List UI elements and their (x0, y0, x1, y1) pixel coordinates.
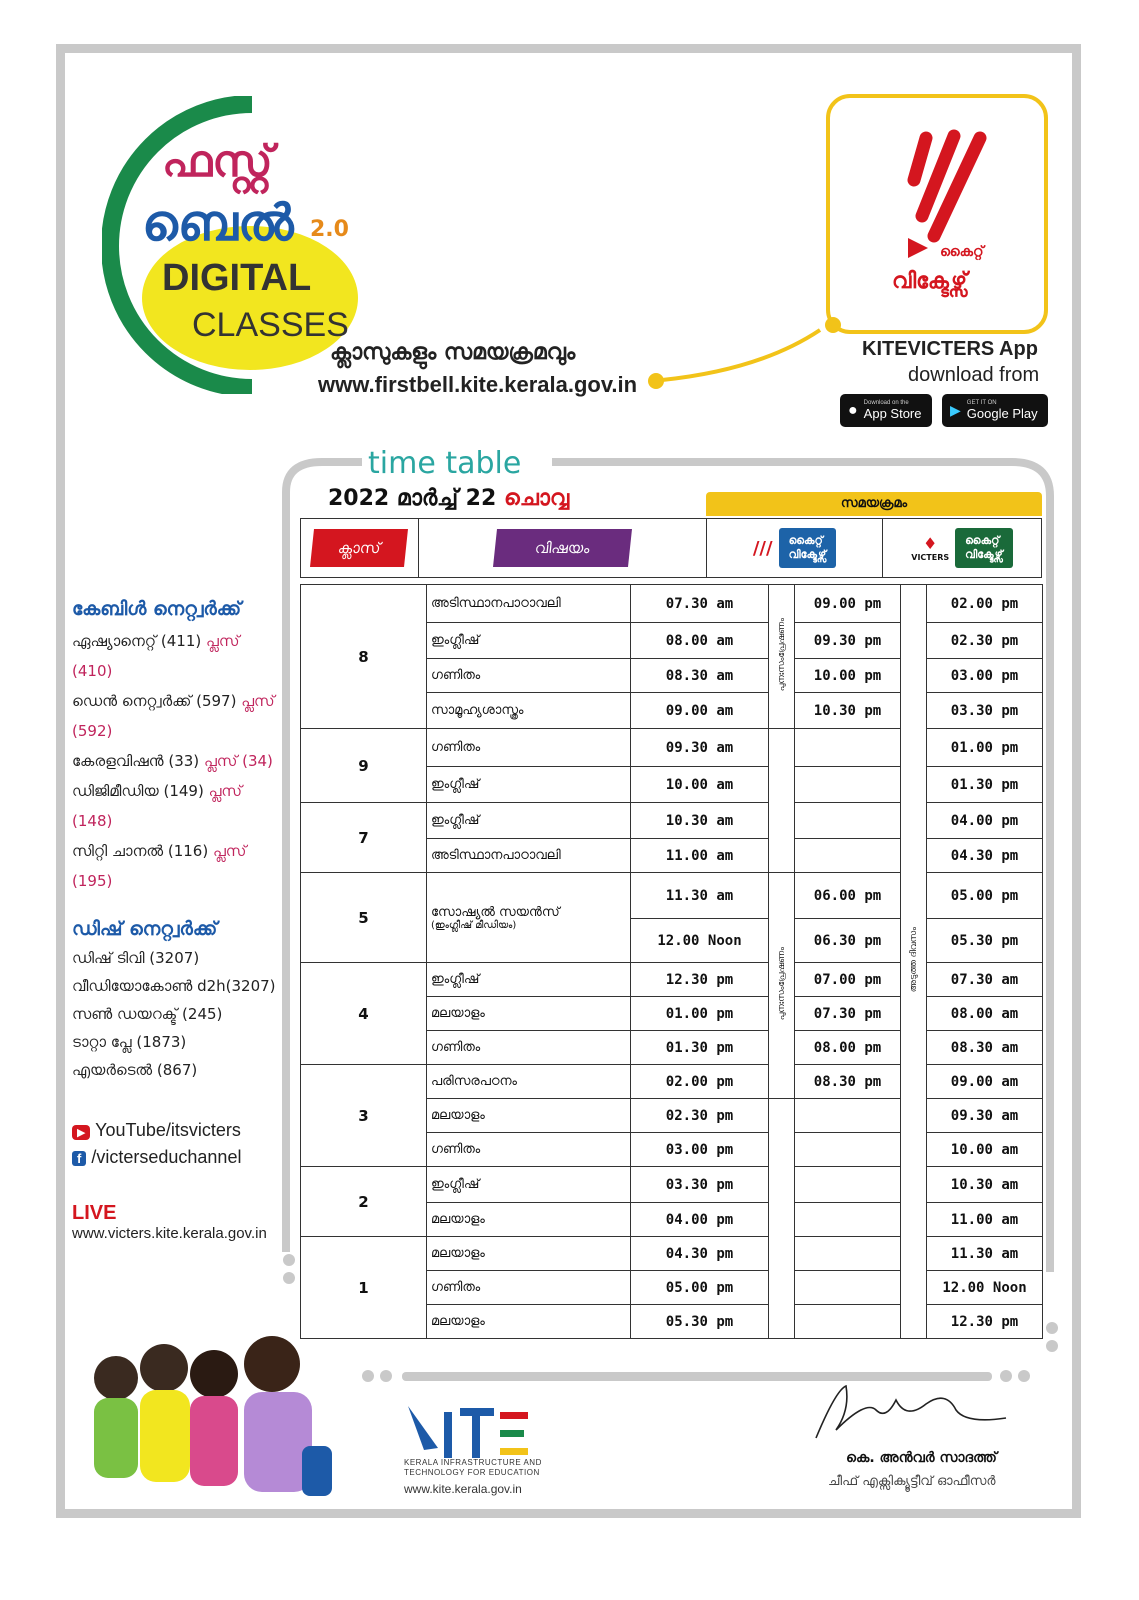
subject-cell: മലയാളം (427, 1203, 631, 1237)
table-row (301, 873, 1043, 919)
time-primary: 12.30 pm (631, 963, 769, 997)
google-play-small: GET IT ON (966, 400, 997, 406)
channel-name: കേരളവിഷൻ (33) (72, 752, 200, 770)
next-day-cell (901, 585, 927, 1339)
channel1-line1: കൈറ്റ് (788, 534, 823, 547)
channel2-line1: കൈറ്റ് (965, 534, 1000, 547)
class-cell: 8 (301, 585, 427, 729)
facebook-link[interactable] (72, 1147, 282, 1168)
class-cell: 7 (301, 803, 427, 873)
tagline: ക്ലാസുകളും സമയക്രമവും (330, 340, 576, 365)
dish-heading: ഡിഷ് നെറ്റ്വർക്ക് (72, 918, 218, 940)
subject-header: വിഷയം (493, 529, 632, 567)
cable-channel-item (72, 836, 282, 896)
rebroadcast-label: പുനഃസംപ്രേഷണം (776, 947, 787, 1021)
class-cell: 5 (301, 873, 427, 963)
class-cell: 3 (301, 1065, 427, 1167)
time-rebroadcast (795, 1099, 901, 1133)
date-day: ചൊവ്വ (503, 486, 570, 511)
dish-channel-item: എയർടെൽ (867) (72, 1061, 198, 1079)
app-title: KITEVICTERS App (862, 338, 1038, 360)
time-plus: 09.30 am (927, 1099, 1043, 1133)
youtube-link[interactable] (72, 1120, 282, 1141)
time-rebroadcast (795, 1203, 901, 1237)
logo-line1: ഫസ്റ്റ് (162, 136, 273, 187)
deco-dot (283, 1254, 295, 1266)
channel2-logo (955, 528, 1013, 568)
channel-name: ഏഷ്യാനെറ്റ് (411) (72, 632, 202, 650)
channel-name: ഡിജിമീഡിയ (149) (72, 782, 204, 800)
table-row (301, 1065, 1043, 1099)
subject-cell: ഗണിതം (427, 1031, 631, 1065)
class-header: ക്ലാസ് (310, 529, 408, 567)
time-plus: 08.30 am (927, 1031, 1043, 1065)
cable-heading: കേബിൾ നെറ്റ്വർക്ക് (72, 598, 242, 620)
kite-brand-line2: വിക്ടേഴ്സ് (892, 269, 968, 294)
apple-icon: ● (848, 401, 858, 419)
time-plus: 11.00 am (927, 1203, 1043, 1237)
time-primary: 09.30 am (631, 729, 769, 767)
time-plus: 04.30 pm (927, 839, 1043, 873)
sidebar (72, 598, 282, 1242)
live-url: www.victers.kite.kerala.gov.in (72, 1225, 267, 1242)
channel2-line2: വിക്ടേഴ്സ് (965, 548, 1003, 561)
channel-plus: പ്ലസ് (34) (203, 752, 273, 770)
dish-channel-item: ഡിഷ് ടിവി (3207) (72, 949, 200, 967)
subject-cell: മലയാളം (427, 1237, 631, 1271)
subject-cell: സാമൂഹ്യശാസ്ത്രം (427, 693, 631, 729)
table-row (301, 1167, 1043, 1203)
google-play-button[interactable] (942, 394, 1048, 427)
time-plus: 05.30 pm (927, 919, 1043, 963)
time-rebroadcast (795, 839, 901, 873)
time-rebroadcast: 06.00 pm (795, 873, 901, 919)
live-block[interactable] (72, 1202, 282, 1242)
time-plus: 12.30 pm (927, 1305, 1043, 1339)
subject-cell: മലയാളം (427, 997, 631, 1031)
rebroadcast-cell (769, 1099, 795, 1339)
channel-plus: പ്ലസ് (592) (72, 692, 275, 740)
app-store-label: App Store (863, 406, 922, 421)
channel-name: ഡെൻ നെറ്റ്വർക്ക് (597) (72, 692, 237, 710)
kite-url[interactable]: www.kite.kerala.gov.in (404, 1482, 522, 1496)
subject-label: സോഷ്യൽ സയൻസ് (431, 904, 560, 920)
kite-full-line1: KERALA INFRASTRUCTURE AND (404, 1458, 542, 1467)
time-plus: 08.00 am (927, 997, 1043, 1031)
kite-full-name (404, 1458, 542, 1478)
subject-cell: ഗണിതം (427, 659, 631, 693)
time-rebroadcast (795, 1133, 901, 1167)
time-primary: 12.00 Noon (631, 919, 769, 963)
subject-cell: മലയാളം (427, 1305, 631, 1339)
timetable-title: time table (368, 446, 522, 481)
subject-header-cell (419, 519, 707, 577)
children-illustration (86, 1326, 348, 1502)
time-primary: 07.30 am (631, 585, 769, 623)
channel-plus: പ്ലസ് (410) (72, 632, 240, 680)
time-rebroadcast: 09.00 pm (795, 585, 901, 623)
firstbell-url[interactable]: www.firstbell.kite.kerala.gov.in (318, 372, 638, 397)
subject-cell: ഗണിതം (427, 1133, 631, 1167)
subject-cell: ഇംഗ്ലീഷ് (427, 803, 631, 839)
time-primary: 02.00 pm (631, 1065, 769, 1099)
channel1-logo (779, 528, 837, 568)
google-play-label: Google Play (966, 406, 1038, 421)
time-plus: 07.30 am (927, 963, 1043, 997)
time-plus: 01.00 pm (927, 729, 1043, 767)
deco-dot (1046, 1340, 1058, 1352)
subject-cell: പരിസരപഠനം (427, 1065, 631, 1099)
deco-dot (380, 1370, 392, 1382)
subject-cell: മലയാളം (427, 1099, 631, 1133)
time-rebroadcast (795, 767, 901, 803)
app-store-small: Download on the (863, 400, 909, 406)
channel1-line2: വിക്ടേഴ്സ് (788, 548, 827, 561)
subject-cell: അടിസ്ഥാനപാഠാവലി (427, 585, 631, 623)
table-row (301, 1237, 1043, 1271)
subject-cell (427, 873, 631, 963)
timetable-date (328, 486, 569, 511)
time-plus: 05.00 pm (927, 873, 1043, 919)
subject-cell: ഇംഗ്ലീഷ് (427, 1167, 631, 1203)
time-rebroadcast (795, 803, 901, 839)
logo-line2: ബെൽ (142, 194, 294, 252)
channel-plus: പ്ലസ് (195) (72, 842, 247, 890)
rebroadcast-cell (769, 585, 795, 729)
facebook-icon: f (72, 1151, 86, 1166)
time-rebroadcast: 10.30 pm (795, 693, 901, 729)
subject-cell: ഇംഗ്ലീഷ് (427, 963, 631, 997)
time-plus: 01.30 pm (927, 767, 1043, 803)
time-rebroadcast: 10.00 pm (795, 659, 901, 693)
time-rebroadcast (795, 1271, 901, 1305)
deco-dot (1046, 1322, 1058, 1334)
time-primary: 03.30 pm (631, 1167, 769, 1203)
time-plus: 12.00 Noon (927, 1271, 1043, 1305)
youtube-icon: ▶ (72, 1125, 90, 1140)
time-rebroadcast: 08.30 pm (795, 1065, 901, 1099)
victers-stripes-icon: /// (752, 537, 773, 559)
deco-dot (283, 1272, 295, 1284)
time-primary: 05.30 pm (631, 1305, 769, 1339)
kite-full-line2: TECHNOLOGY FOR EDUCATION (404, 1468, 540, 1477)
time-plus: 03.30 pm (927, 693, 1043, 729)
kite-logo (404, 1398, 530, 1466)
kite-victers-logo-icon (830, 98, 1044, 330)
cable-channel-item (72, 626, 282, 686)
subject-cell: ഇംഗ്ലീഷ് (427, 767, 631, 803)
subject-cell: ഗണിതം (427, 1271, 631, 1305)
time-rebroadcast (795, 729, 901, 767)
date-text: 2022 മാർച്ച് 22 (328, 486, 497, 511)
dish-channel-item: ടാറ്റാ പ്ലേ (1873) (72, 1033, 187, 1051)
kite-brand-line1: കൈറ്റ് (940, 244, 984, 260)
time-primary: 10.00 am (631, 767, 769, 803)
time-plus: 02.30 pm (927, 623, 1043, 659)
rebroadcast-cell (769, 873, 795, 1099)
time-primary: 09.00 am (631, 693, 769, 729)
signatory-role: ചീഫ് എക്സിക്യൂട്ടീവ് ഓഫീസർ (828, 1474, 996, 1489)
time-rebroadcast: 07.00 pm (795, 963, 901, 997)
victers-plus-icon: ♦ VICTERS (911, 534, 950, 562)
next-day-label: അടുത്ത ദിവസം (908, 927, 919, 993)
channel-plus: പ്ലസ് (148) (72, 782, 243, 830)
play-icon: ▶ (950, 402, 961, 418)
timetable-table (300, 584, 1043, 1339)
time-rebroadcast: 08.00 pm (795, 1031, 901, 1065)
app-store-button[interactable] (840, 394, 932, 427)
schedule-header: സമയക്രമം (706, 492, 1042, 516)
facebook-label: /victerseduchannel (91, 1147, 242, 1167)
class-cell: 2 (301, 1167, 427, 1237)
time-plus: 11.30 am (927, 1237, 1043, 1271)
class-cell: 1 (301, 1237, 427, 1339)
dish-channel-item: വീഡിയോകോൺ d2h(3207) (72, 977, 276, 995)
timetable-header-row (300, 518, 1042, 578)
time-primary: 11.00 am (631, 839, 769, 873)
time-primary: 08.00 am (631, 623, 769, 659)
time-primary: 05.00 pm (631, 1271, 769, 1305)
live-label: LIVE (72, 1202, 117, 1224)
cable-channel-item (72, 686, 282, 746)
time-primary: 08.30 am (631, 659, 769, 693)
cable-channel-item (72, 776, 282, 836)
firstbell-logo (102, 96, 366, 394)
signature (806, 1380, 1026, 1446)
subject-cell: അടിസ്ഥാനപാഠാവലി (427, 839, 631, 873)
time-rebroadcast (795, 1167, 901, 1203)
table-row (301, 963, 1043, 997)
channel2-header-cell (883, 519, 1041, 577)
time-primary: 04.00 pm (631, 1203, 769, 1237)
time-plus: 10.30 am (927, 1167, 1043, 1203)
table-row (301, 585, 1043, 623)
subject-sublabel: (ഇംഗ്ലീഷ് മീഡിയം) (431, 919, 517, 931)
signatory-name: കെ. അൻവർ സാദത്ത് (846, 1450, 997, 1466)
time-primary: 01.00 pm (631, 997, 769, 1031)
time-rebroadcast: 07.30 pm (795, 997, 901, 1031)
channel2-small: VICTERS (911, 553, 950, 562)
logo-classes: CLASSES (192, 306, 349, 344)
deco-dot (362, 1370, 374, 1382)
time-primary: 10.30 am (631, 803, 769, 839)
time-rebroadcast (795, 1237, 901, 1271)
logo-version: 2.0 (310, 217, 349, 242)
time-plus: 10.00 am (927, 1133, 1043, 1167)
dish-channel-item: സൺ ഡയറക്ട് (245) (72, 1005, 223, 1023)
time-primary: 04.30 pm (631, 1237, 769, 1271)
time-rebroadcast: 06.30 pm (795, 919, 901, 963)
channel-name: സിറ്റി ചാനൽ (116) (72, 842, 209, 860)
time-primary: 03.00 pm (631, 1133, 769, 1167)
rebroadcast-label: പുനഃസംപ്രേഷണം (776, 618, 787, 692)
youtube-label: YouTube/itsvicters (95, 1120, 241, 1140)
time-rebroadcast (795, 1305, 901, 1339)
time-plus: 02.00 pm (927, 585, 1043, 623)
kite-victers-logo-box (826, 94, 1048, 334)
channel1-header-cell (707, 519, 883, 577)
time-primary: 02.30 pm (631, 1099, 769, 1133)
logo-digital: DIGITAL (162, 257, 312, 299)
time-plus: 03.00 pm (927, 659, 1043, 693)
app-subtitle: download from (908, 364, 1040, 386)
subject-cell: ഗണിതം (427, 729, 631, 767)
time-rebroadcast: 09.30 pm (795, 623, 901, 659)
table-row (301, 803, 1043, 839)
subject-cell: ഇംഗ്ലീഷ് (427, 623, 631, 659)
rebroadcast-cell (769, 729, 795, 873)
class-cell: 9 (301, 729, 427, 803)
time-plus: 09.00 am (927, 1065, 1043, 1099)
time-primary: 01.30 pm (631, 1031, 769, 1065)
time-primary: 11.30 am (631, 873, 769, 919)
table-row (301, 729, 1043, 767)
time-plus: 04.00 pm (927, 803, 1043, 839)
class-cell: 4 (301, 963, 427, 1065)
class-header-cell (301, 519, 419, 577)
cable-channel-item (72, 746, 282, 776)
